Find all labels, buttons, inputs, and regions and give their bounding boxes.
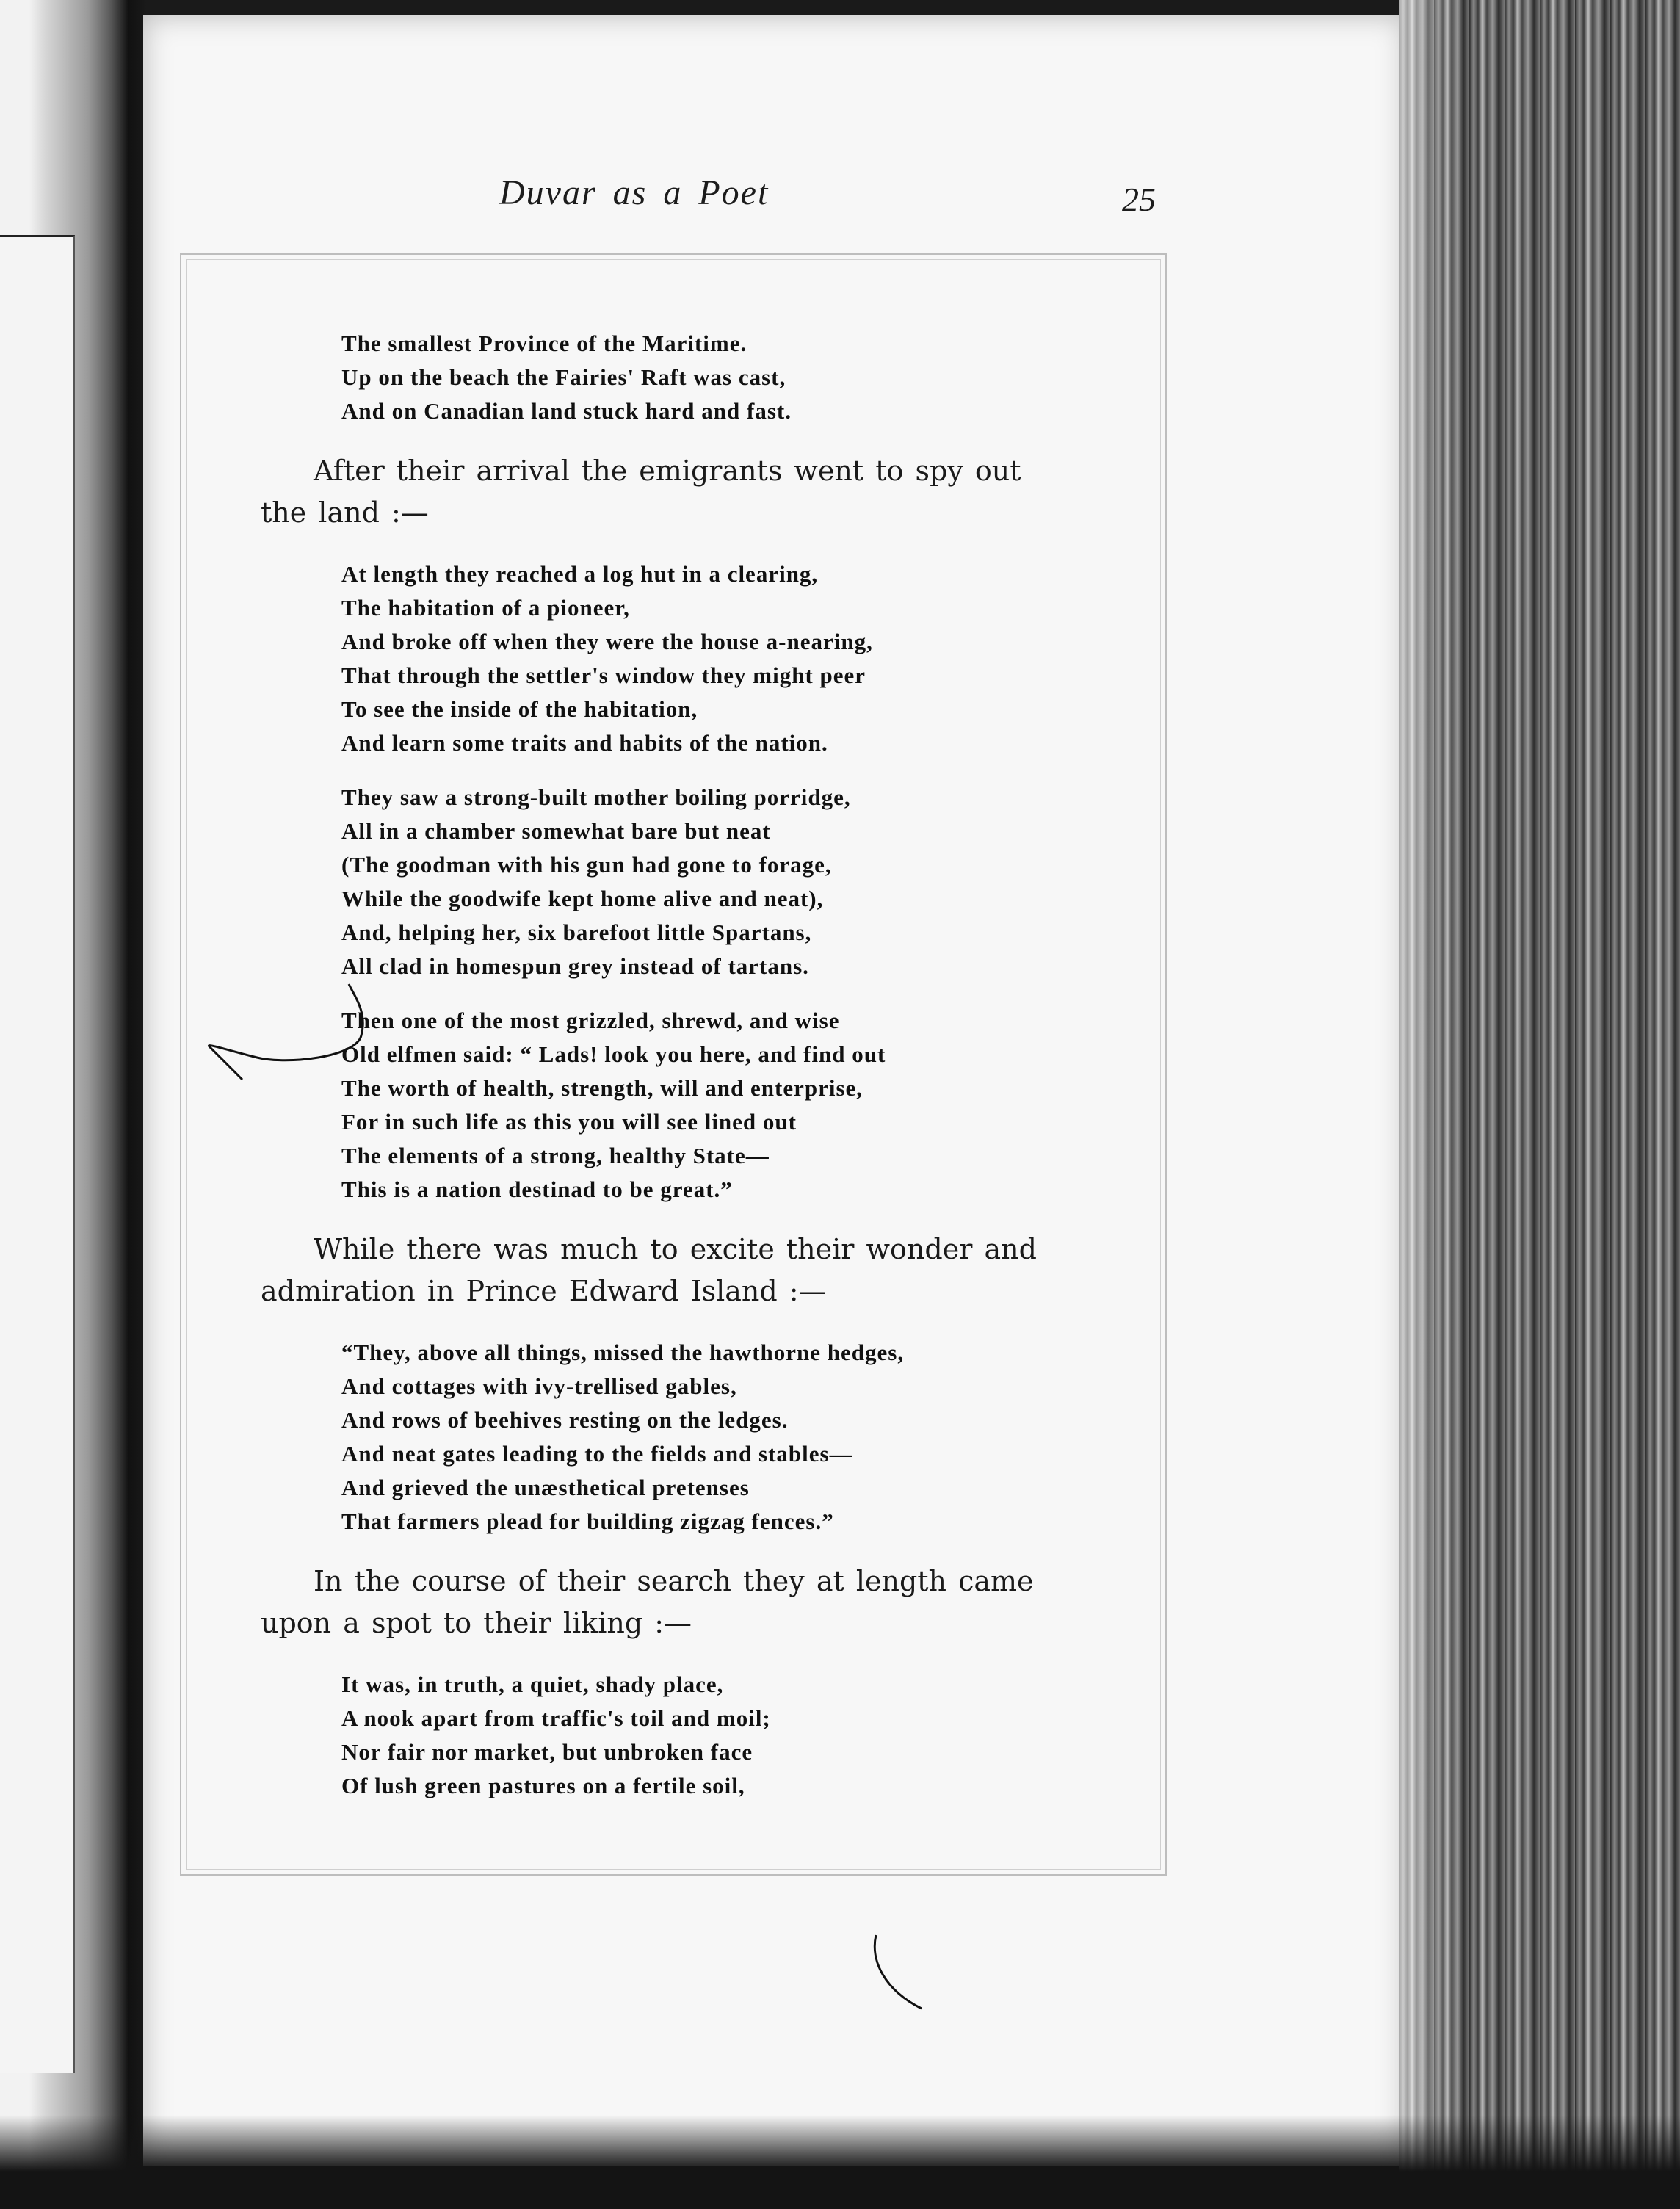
verse-line: The worth of health, strength, will and enterprise, [341,1075,863,1101]
scan-bottom-shadow [0,2115,1680,2209]
verse-line: The habitation of a pioneer, [341,595,630,621]
verse-line: That through the settler's window they might peer [341,662,866,688]
verse-line: And on Canadian land stuck hard and fast. [341,398,792,424]
running-head: Duvar as a Poet [499,173,770,212]
stanza-gap [261,760,1105,781]
verse-line: (The goodman with his gun had gone to forage, [341,852,832,878]
prose-paragraph [261,1561,1105,1644]
verse-line: Old elfmen said: “ Lads! look you here, and find out [341,1041,886,1067]
pen-mark-stroke [870,1931,929,2020]
prose-continuation: the land :— [261,496,429,529]
page-body [261,327,1105,1803]
page-number: 25 [1122,181,1156,218]
stanza-gap [261,983,1105,1004]
verse-line: And rows of beehives resting on the ledges. [341,1407,789,1433]
page-edge-shade [1399,0,1458,2209]
facing-page-fragment [0,235,75,2073]
verse-line: They saw a strong-built mother boiling porridge, [341,784,851,810]
verse-line: It was, in truth, a quiet, shady place, [341,1671,724,1697]
prose-continuation: upon a spot to their liking :— [261,1607,692,1639]
verse-line: Nor fair nor market, but unbroken face [341,1739,753,1765]
prose-paragraph [261,450,1105,534]
verse-line: Up on the beach the Fairies' Raft was cast, [341,364,786,390]
verse-line: That farmers plead for building zigzag fences.” [341,1508,834,1534]
verse-line: While the goodwife kept home alive and neat), [341,886,824,911]
verse-line: “They, above all things, missed the hawthorne hedges, [341,1340,905,1365]
prose-first-line: After their arrival the emigrants went to spy out [314,455,1021,487]
verse-stanza [341,1336,1105,1539]
verse-stanza [341,781,1105,983]
verse-line: And neat gates leading to the fields and stables— [341,1441,853,1467]
verse-line: And broke off when they were the house a-nearing, [341,629,873,654]
verse-line: And grieved the unæsthetical pretenses [341,1475,750,1500]
verse-stanza [341,327,1105,428]
verse-line: And cottages with ivy-trellised gables, [341,1373,737,1399]
verse-line: At length they reached a log hut in a clearing, [341,561,819,587]
verse-line: And, helping her, six barefoot little Spartans, [341,919,812,945]
verse-stanza [341,557,1105,760]
verse-line: A nook apart from traffic's toil and moil; [341,1705,771,1731]
verse-stanza [341,1004,1105,1207]
verse-line: The smallest Province of the Maritime. [341,330,747,356]
verse-line: Then one of the most grizzled, shrewd, and wise [341,1008,840,1033]
verse-line: The elements of a strong, healthy State— [341,1143,770,1168]
verse-line: This is a nation destinad to be great.” [341,1176,733,1202]
prose-continuation: admiration in Prince Edward Island :— [261,1275,827,1307]
verse-line: And learn some traits and habits of the nation. [341,730,828,756]
verse-line: All in a chamber somewhat bare but neat [341,818,771,844]
prose-first-line: While there was much to excite their wonder and [314,1233,1037,1265]
verse-stanza [341,1668,1105,1803]
verse-line: All clad in homespun grey instead of tartans. [341,953,809,979]
verse-line: To see the inside of the habitation, [341,696,698,722]
verse-line: Of lush green pastures on a fertile soil, [341,1773,745,1798]
verse-line: For in such life as this you will see lined out [341,1109,797,1135]
prose-paragraph [261,1229,1105,1312]
prose-first-line: In the course of their search they at length came [314,1565,1034,1597]
